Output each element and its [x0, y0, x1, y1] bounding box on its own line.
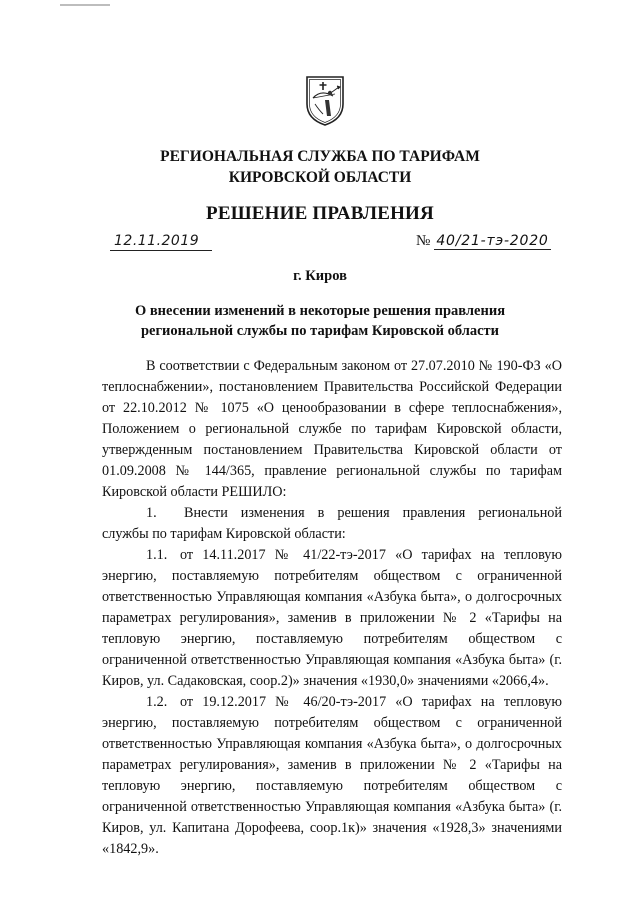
document-date: 12.11.2019: [110, 232, 212, 251]
item-1-2-number: 1.2.: [146, 694, 168, 710]
organization-name-line1: РЕГИОНАЛЬНАЯ СЛУЖБА ПО ТАРИФАМ: [160, 148, 480, 165]
item-1-number: 1.: [146, 505, 157, 521]
item-1-1: [102, 545, 562, 692]
subject-line1: О внесении изменений в некоторые решения правления: [134, 303, 506, 319]
item-1-text: Внести изменения в решения правления региональной службы по тарифам Кировской области:: [102, 505, 562, 542]
subject-line2: региональной службы по тарифам Кировской области: [140, 323, 500, 339]
scan-artifact: [60, 4, 110, 6]
organization-name-line2: КИРОВСКОЙ ОБЛАСТИ: [228, 169, 412, 186]
preamble-paragraph: В соответствии с Федеральным законом от 27.07.2010 № 190-ФЗ «О теплоснабжении», постановлением Правительства Российской Федерации от 22.10.2012 № 1075 «О ценообразовании в сфере теплоснабжения», Положением о региональной службе по тарифам Кировской области, утвержденным постановлением Правительства Кировской области от 01.09.2008 № 144/365, правление региональной службы по тарифам Кировской области РЕШИЛО:: [102, 358, 562, 500]
item-1-1-text: от 14.11.2017 № 41/22-тэ-2017 «О тарифах на тепловую энергию, поставляемую потребителям обществом с ограниченной ответственностью Управляющая компания «Азбука быта», о долгосрочных параметрах регулирования», заменив в приложении № 2 «Тарифы на тепловую энергию, поставляемую потребителям обществом с ограниченной ответственностью Управляющая компания «Азбука быта» (г. Киров, ул. Садаковская, соор.2)» значения «1930,0» значениями «2066,4».: [102, 547, 562, 689]
item-1: [102, 503, 562, 545]
document-number: [416, 232, 551, 250]
kirov-coat-of-arms-icon: [303, 74, 347, 126]
item-1-1-number: 1.1.: [146, 547, 168, 563]
document-type: РЕШЕНИЕ ПРАВЛЕНИЯ: [206, 203, 434, 224]
item-1-2-text: от 19.12.2017 № 46/20-тэ-2017 «О тарифах на тепловую энергию, поставляемую потребителям обществом с ограниченной ответственностью Управляющая компания «Азбука быта», о долгосрочных параметрах регулирования», заменив в приложении № 2 «Тарифы на тепловую энергию, поставляемую потребителям обществом с ограниченной ответственностью Управляющая компания «Азбука быта» (г. Киров, ул. Капитана Дорофеева, соор.1к)» значения «1928,3» значениями «1842,9».: [102, 694, 562, 857]
number-sign: №: [416, 233, 431, 249]
item-1-2: [102, 692, 562, 860]
number-value: 40/21-тэ-2020: [436, 233, 549, 249]
city-name: г. Киров: [293, 268, 347, 284]
document-body: [102, 356, 562, 860]
